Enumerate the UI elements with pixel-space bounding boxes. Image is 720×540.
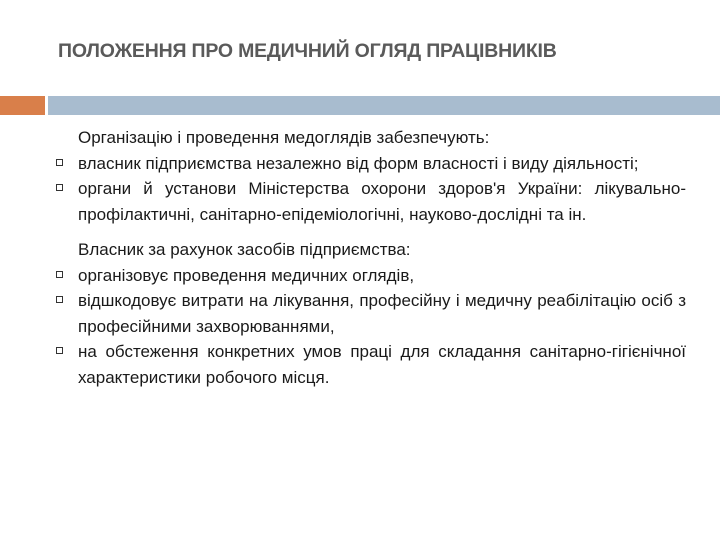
square-bullet-icon <box>56 296 63 303</box>
list-item-text: організовує проведення медичних оглядів, <box>78 265 415 285</box>
square-bullet-icon <box>56 271 63 278</box>
square-bullet-icon <box>56 159 63 166</box>
accent-bar-blue <box>48 96 720 115</box>
list-item-text: власник підприємства незалежно від форм власності і виду діяльності; <box>78 153 639 173</box>
list-item <box>56 339 686 390</box>
list-item-text: відшкодовує витрати на лікування, професійну і медичну реабілітацію осіб з професійними захворюваннями, <box>78 291 686 336</box>
list-item <box>56 263 686 289</box>
list-item <box>56 176 686 227</box>
section1-intro: Організацію і проведення медоглядів забезпечують: <box>78 128 490 147</box>
list-item <box>56 151 686 177</box>
accent-bar-orange <box>0 96 45 115</box>
list-item <box>56 288 686 339</box>
slide-content <box>56 125 686 390</box>
slide-title: ПОЛОЖЕННЯ ПРО МЕДИЧНИЙ ОГЛЯД ПРАЦІВНИКІВ <box>58 40 557 62</box>
square-bullet-icon <box>56 347 63 354</box>
square-bullet-icon <box>56 184 63 191</box>
list-item-text: на обстеження конкретних умов праці для складання санітарно-гігієнічної характеристики робочого місця. <box>78 342 686 387</box>
list-item-text: органи й установи Міністерства охорони здоров'я України: лікувально-профілактичні, санітарно-епідеміологічні, науково-дослідні та ін. <box>78 179 686 224</box>
section2-intro: Власник за рахунок засобів підприємства: <box>78 240 411 259</box>
